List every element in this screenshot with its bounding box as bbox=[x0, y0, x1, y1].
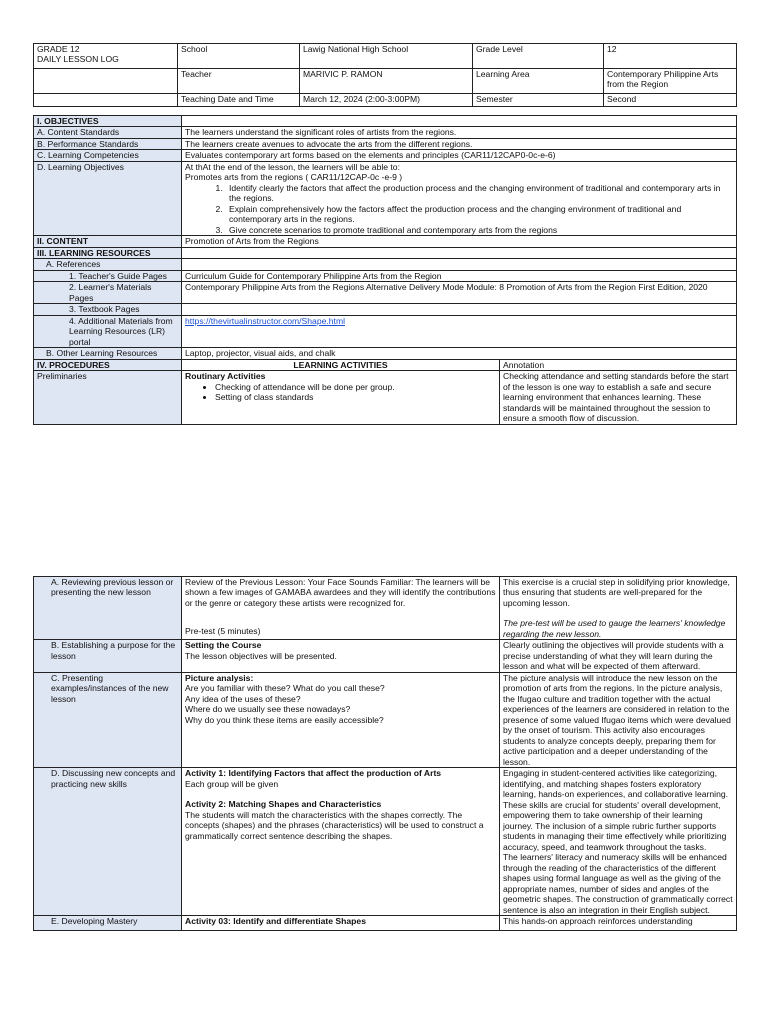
grade-level-value: 12 bbox=[604, 44, 737, 69]
textbook-blank bbox=[182, 304, 737, 315]
learning-activities-heading: LEARNING ACTIVITIES bbox=[182, 359, 500, 370]
objectives-blank bbox=[182, 116, 737, 127]
reviewing-annotation: This exercise is a crucial step in solidifying prior knowledge, thus ensuring that students are well-prepared for the upcoming lesson. The pre-test will be used to gauge the learners' knowledge regarding the new lesson. bbox=[500, 577, 737, 640]
objectives-heading: I. OBJECTIVES bbox=[34, 116, 182, 127]
objective-item: 1. Identify clearly the factors that affect the production process and the changing environment of traditional and contemporary arts in the regions. bbox=[225, 183, 733, 204]
other-resources-label: B. Other Learning Resources bbox=[34, 348, 182, 359]
performance-standards-text: The learners create avenues to advocate the arts from the different regions. bbox=[182, 138, 737, 149]
performance-standards-label: B. Performance Standards bbox=[34, 138, 182, 149]
content-value: Promotion of Arts from the Regions bbox=[182, 236, 737, 247]
procedures-table bbox=[33, 576, 737, 931]
grade-cell: GRADE 12 DAILY LESSON LOG bbox=[34, 44, 178, 69]
references-blank bbox=[182, 259, 737, 270]
teacher-label: Teacher bbox=[178, 69, 300, 94]
teachers-guide-text: Curriculum Guide for Contemporary Philippine Arts from the Region bbox=[182, 270, 737, 281]
purpose-activities: Setting the Course The lesson objectives will be presented. bbox=[182, 640, 500, 672]
grade-level-label: Grade Level bbox=[473, 44, 604, 69]
content-standards-label: A. Content Standards bbox=[34, 127, 182, 138]
content-standards-text: The learners understand the significant roles of artists from the regions. bbox=[182, 127, 737, 138]
procedures-heading: IV. PROCEDURES bbox=[34, 359, 182, 370]
teachers-guide-label: 1. Teacher's Guide Pages bbox=[34, 270, 182, 281]
other-resources-text: Laptop, projector, visual aids, and chalk bbox=[182, 348, 737, 359]
preliminaries-activities: Routinary Activities • Checking of attendance will be done per group. • Setting of class standards bbox=[182, 371, 500, 424]
blank-cell bbox=[34, 69, 178, 94]
discussing-label: D. Discussing new concepts and practicing new skills bbox=[34, 768, 182, 916]
purpose-label: B. Establishing a purpose for the lesson bbox=[34, 640, 182, 672]
learning-objectives-label: D. Learning Objectives bbox=[34, 161, 182, 235]
discussing-activities: Activity 1: Identifying Factors that affect the production of Arts Each group will be given Activity 2: Matching Shapes and Characteristics The students will match the characteristics with the shapes correctly. The concepts (shapes) and the phrases (characteristics) will be used to construct a grammatically correct sentence describing the shapes. bbox=[182, 768, 500, 916]
learners-materials-text: Contemporary Philippine Arts from the Regions Alternative Delivery Mode Module: 8 Promotion of Arts from the Region First Edition, 2020 bbox=[182, 282, 737, 304]
mastery-label: E. Developing Mastery bbox=[34, 916, 182, 931]
reviewing-activities: Review of the Previous Lesson: Your Face Sounds Familiar: The learners will be shown a few images of GAMABA awardees and they will identify the contributions or the genre or category these artists were recognized for. Pre-test (5 minutes) bbox=[182, 577, 500, 640]
presenting-label: C. Presenting examples/instances of the new lesson bbox=[34, 672, 182, 767]
learning-objectives-text: At thAt the end of the lesson, the learners will be able to: Promotes arts from the regions ( CAR11/12CAP-0c -e-9 ) 1. Identify clearly the factors that affect the production process and the changing environment of traditional and contemporary arts in the regions. 2. Explain comprehensively how the factors affect the production process and the changing environment of traditional and contemporary arts in the regions. 3. Give concrete scenarios to promote traditional and contemporary arts from the regions bbox=[182, 161, 737, 235]
learners-materials-label: 2. Learner's Materials Pages bbox=[34, 282, 182, 304]
annotation-heading: Annotation bbox=[500, 359, 737, 370]
reviewing-label: A. Reviewing previous lesson or presenting the new lesson bbox=[34, 577, 182, 640]
objective-item: 3. Give concrete scenarios to promote traditional and contemporary arts from the regions bbox=[225, 225, 733, 235]
content-heading: II. CONTENT bbox=[34, 236, 182, 247]
blank-cell bbox=[34, 94, 178, 107]
school-label: School bbox=[178, 44, 300, 69]
resources-blank bbox=[182, 247, 737, 258]
competencies-text: Evaluates contemporary art forms based on the elements and principles (CAR11/12CAP0-0c-e-6) bbox=[182, 150, 737, 161]
purpose-annotation: Clearly outlining the objectives will provide students with a precise understanding of what they will learn during the lesson and what will be expected of them afterward. bbox=[500, 640, 737, 672]
additional-materials-label: 4. Additional Materials from Learning Resources (LR) portal bbox=[34, 315, 182, 347]
lesson-table bbox=[33, 115, 737, 425]
mastery-activities: Activity 03: Identify and differentiate Shapes bbox=[182, 916, 500, 931]
learning-area-value: Contemporary Philippine Arts from the Region bbox=[604, 69, 737, 94]
semester-label: Semester bbox=[473, 94, 604, 107]
competencies-label: C. Learning Competencies bbox=[34, 150, 182, 161]
semester-value: Second bbox=[604, 94, 737, 107]
presenting-activities: Picture analysis: Are you familiar with these? What do you call these? Any idea of the uses of these? Where do we usually see these nowadays? Why do you think these items are easily accessible? bbox=[182, 672, 500, 767]
presenting-annotation: The picture analysis will introduce the new lesson on the promotion of arts from the regions. In the picture analysis, the Ifugao culture and tradition together with the actual experiences of the learners are considered in relation to the presence of some valued Ifugao items which were devalued by the onset of tourism. This activity also encourages students to analyze concepts deeply, preparing them for active participation and a deeper understanding of the lesson. bbox=[500, 672, 737, 767]
resources-heading: III. LEARNING RESOURCES bbox=[34, 247, 182, 258]
resource-link[interactable]: https://thevirtualinstructor.com/Shape.html bbox=[185, 315, 346, 326]
mastery-annotation: This hands-on approach reinforces understanding bbox=[500, 916, 737, 931]
date-value: March 12, 2024 (2:00-3:00PM) bbox=[300, 94, 473, 107]
objective-item: 2. Explain comprehensively how the factors affect the production process and the changing environment of traditional and contemporary arts in the regions. bbox=[225, 204, 733, 225]
prelim-item: • Setting of class standards bbox=[215, 392, 496, 402]
textbook-label: 3. Textbook Pages bbox=[34, 304, 182, 315]
date-label: Teaching Date and Time bbox=[178, 94, 300, 107]
discussing-annotation: Engaging in student-centered activities like categorizing, identifying, and matching shapes fosters exploratory learning, hands-on experiences, and collaborative learning. These skills are crucial for students' overall development, empowering them to take ownership of their learning journey. The inclusion of a simple rubric further supports students in managing their time effectively while prioritizing accuracy, speed, and teamwork throughout the tasks. The learners' literacy and numeracy skills will be enhanced through the reading of the characteristics of the different shapes using formal language as well as the giving of the appropriate names, number of sides and angles of the geometric shapes. The construction of grammatically correct sentence is also an integration in their English subject. bbox=[500, 768, 737, 916]
header-table bbox=[33, 43, 737, 107]
additional-materials-text bbox=[182, 315, 737, 347]
preliminaries-annotation: Checking attendance and setting standards before the start of the lesson is one way to establish a safe and secure learning environment that enhances learning. These standards will be maintained throughout the session to ensure a smooth flow of discussion. bbox=[500, 371, 737, 424]
prelim-item: • Checking of attendance will be done per group. bbox=[215, 382, 496, 392]
learning-area-label: Learning Area bbox=[473, 69, 604, 94]
preliminaries-label: Preliminaries bbox=[34, 371, 182, 424]
school-value: Lawig National High School bbox=[300, 44, 473, 69]
teacher-value: MARIVIC P. RAMON bbox=[300, 69, 473, 94]
references-label: A. References bbox=[34, 259, 182, 270]
